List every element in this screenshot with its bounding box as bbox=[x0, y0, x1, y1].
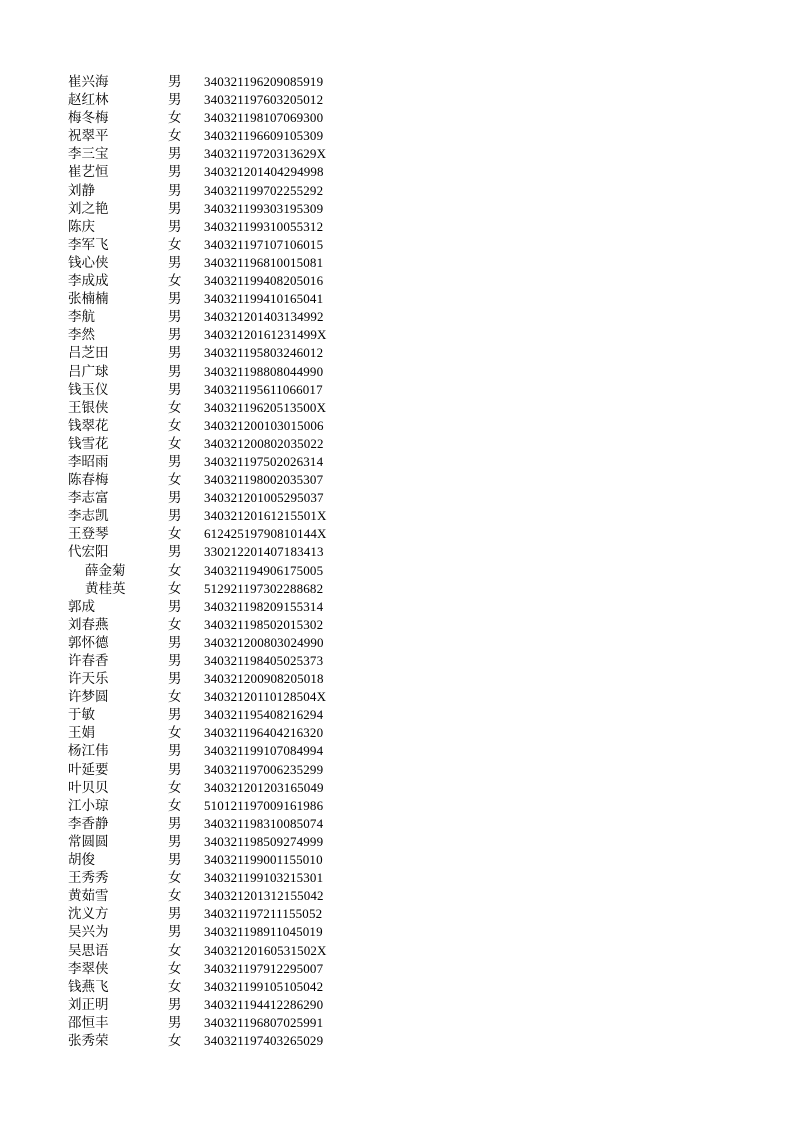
person-sex: 男 bbox=[168, 508, 182, 525]
id-number: 340321197403265029 bbox=[204, 1032, 324, 1048]
table-row bbox=[0, 163, 793, 181]
person-name: 刘正明 bbox=[68, 996, 109, 1013]
table-row bbox=[0, 851, 793, 869]
person-name: 江小琼 bbox=[68, 797, 109, 814]
person-sex: 女 bbox=[168, 128, 182, 145]
person-sex: 男 bbox=[168, 381, 182, 398]
table-row bbox=[0, 200, 793, 218]
table-row bbox=[0, 869, 793, 887]
person-sex: 女 bbox=[168, 942, 182, 959]
table-row bbox=[0, 996, 793, 1014]
person-name: 许春香 bbox=[68, 653, 109, 669]
table-row bbox=[0, 254, 793, 272]
person-name: 李志凯 bbox=[68, 508, 109, 525]
id-number: 340321201203165049 bbox=[204, 779, 324, 795]
person-name: 崔兴海 bbox=[68, 74, 109, 90]
person-name: 许梦圆 bbox=[68, 689, 109, 706]
person-name: 王银侠 bbox=[68, 399, 109, 416]
person-sex: 女 bbox=[168, 888, 182, 905]
person-name: 胡俊 bbox=[68, 852, 95, 869]
table-row bbox=[0, 887, 793, 905]
person-sex: 男 bbox=[168, 327, 182, 344]
person-sex: 男 bbox=[168, 74, 182, 90]
person-sex: 男 bbox=[168, 291, 182, 308]
person-sex: 男 bbox=[168, 671, 182, 688]
id-number: 34032120160531502X bbox=[204, 942, 327, 958]
table-row bbox=[0, 363, 793, 381]
person-name: 王秀秀 bbox=[68, 870, 109, 887]
id-number: 340321201404294998 bbox=[204, 164, 324, 180]
person-sex: 女 bbox=[168, 870, 182, 887]
person-name: 梅冬梅 bbox=[68, 110, 109, 127]
person-sex: 男 bbox=[168, 906, 182, 923]
id-number: 340321200908205018 bbox=[204, 671, 324, 687]
person-sex: 女 bbox=[168, 797, 182, 814]
table-row bbox=[0, 580, 793, 598]
table-row bbox=[0, 779, 793, 797]
table-row bbox=[0, 109, 793, 127]
id-number: 340321199303195309 bbox=[204, 200, 324, 216]
table-row bbox=[0, 706, 793, 724]
table-row bbox=[0, 182, 793, 200]
person-sex: 女 bbox=[168, 236, 182, 253]
id-number: 340321197603205012 bbox=[204, 92, 324, 108]
table-row bbox=[0, 525, 793, 543]
person-name: 常圆圆 bbox=[68, 833, 109, 850]
table-row bbox=[0, 145, 793, 163]
person-sex: 男 bbox=[168, 254, 182, 271]
table-row bbox=[0, 670, 793, 688]
person-name: 许天乐 bbox=[68, 671, 109, 688]
id-number: 34032119720313629X bbox=[204, 146, 327, 162]
person-name: 张秀荣 bbox=[68, 1032, 109, 1049]
table-row bbox=[0, 507, 793, 525]
id-number: 340321201403134992 bbox=[204, 309, 324, 325]
id-number: 340321197912295007 bbox=[204, 960, 324, 976]
person-sex: 男 bbox=[168, 598, 182, 615]
person-sex: 男 bbox=[168, 92, 182, 109]
person-name: 钱雪花 bbox=[68, 435, 109, 452]
person-name: 邵恒丰 bbox=[68, 1014, 109, 1031]
id-number: 340321199105105042 bbox=[204, 978, 324, 994]
person-name: 吴思语 bbox=[68, 942, 109, 959]
table-row bbox=[0, 742, 793, 760]
person-name: 陈庆 bbox=[68, 218, 95, 235]
person-name: 李然 bbox=[68, 327, 95, 344]
person-name: 李志富 bbox=[68, 490, 109, 507]
id-number: 340321194412286290 bbox=[204, 996, 324, 1012]
id-number: 340321197107106015 bbox=[204, 236, 324, 252]
person-sex: 男 bbox=[168, 761, 182, 778]
table-row bbox=[0, 417, 793, 435]
id-number: 340321198808044990 bbox=[204, 363, 324, 379]
id-number: 340321199702255292 bbox=[204, 182, 324, 198]
id-number: 340321200803024990 bbox=[204, 634, 324, 650]
roster-sheet bbox=[0, 73, 793, 1050]
id-number: 340321195611066017 bbox=[204, 381, 323, 397]
person-name: 刘之艳 bbox=[68, 200, 109, 217]
person-sex: 男 bbox=[168, 363, 182, 380]
person-name: 王登琴 bbox=[68, 526, 109, 543]
person-sex: 女 bbox=[168, 562, 182, 579]
person-sex: 女 bbox=[168, 580, 182, 597]
id-number: 340321194906175005 bbox=[204, 562, 324, 578]
id-number: 340321195408216294 bbox=[204, 707, 324, 723]
person-sex: 男 bbox=[168, 164, 182, 181]
id-number: 340321199001155010 bbox=[204, 852, 323, 868]
table-row bbox=[0, 905, 793, 923]
id-number: 34032120161215501X bbox=[204, 508, 327, 524]
table-row bbox=[0, 942, 793, 960]
table-row bbox=[0, 127, 793, 145]
person-sex: 男 bbox=[168, 1014, 182, 1031]
id-number: 340321198405025373 bbox=[204, 653, 324, 668]
id-number: 340321201312155042 bbox=[204, 888, 324, 904]
id-number: 340321197502026314 bbox=[204, 453, 324, 469]
id-number: 340321199310055312 bbox=[204, 218, 324, 234]
id-number: 340321199410165041 bbox=[204, 291, 324, 307]
person-sex: 男 bbox=[168, 453, 182, 470]
person-name: 吕广球 bbox=[68, 363, 109, 380]
person-sex: 女 bbox=[168, 435, 182, 452]
person-name: 代宏阳 bbox=[68, 544, 109, 561]
id-number: 340321199408205016 bbox=[204, 273, 324, 289]
table-row bbox=[0, 960, 793, 978]
table-row bbox=[0, 344, 793, 362]
person-name: 李香静 bbox=[68, 815, 109, 832]
person-sex: 男 bbox=[168, 309, 182, 326]
id-number: 340321196404216320 bbox=[204, 725, 324, 741]
id-number: 510121197009161986 bbox=[204, 797, 324, 813]
id-number: 340321200802035022 bbox=[204, 435, 324, 451]
table-row bbox=[0, 326, 793, 344]
person-name: 赵红林 bbox=[68, 92, 109, 109]
id-number: 340321197006235299 bbox=[204, 761, 324, 777]
table-row bbox=[0, 73, 793, 91]
table-row bbox=[0, 616, 793, 634]
person-name: 杨江伟 bbox=[68, 743, 109, 760]
person-sex: 女 bbox=[168, 1032, 182, 1049]
person-sex: 男 bbox=[168, 345, 182, 362]
person-sex: 男 bbox=[168, 743, 182, 760]
person-name: 陈春梅 bbox=[68, 472, 109, 489]
person-name: 吕芝田 bbox=[68, 345, 109, 362]
table-row bbox=[0, 598, 793, 616]
person-name: 叶延要 bbox=[68, 761, 109, 778]
id-number: 340321198502015302 bbox=[204, 616, 324, 632]
person-sex: 男 bbox=[168, 218, 182, 235]
person-name: 钱玉仪 bbox=[68, 381, 109, 398]
person-name: 黄桂英 bbox=[85, 580, 126, 597]
table-row bbox=[0, 724, 793, 742]
person-sex: 男 bbox=[168, 852, 182, 869]
person-sex: 男 bbox=[168, 815, 182, 832]
person-sex: 男 bbox=[168, 544, 182, 561]
person-name: 李翠侠 bbox=[68, 960, 109, 977]
id-number: 340321198509274999 bbox=[204, 833, 324, 849]
person-sex: 男 bbox=[168, 996, 182, 1013]
table-row bbox=[0, 489, 793, 507]
person-name: 于敏 bbox=[68, 707, 95, 724]
id-number: 61242519790810144X bbox=[204, 526, 327, 542]
person-name: 刘春燕 bbox=[68, 616, 109, 633]
person-sex: 男 bbox=[168, 146, 182, 163]
table-row bbox=[0, 218, 793, 236]
person-sex: 女 bbox=[168, 616, 182, 633]
person-sex: 女 bbox=[168, 689, 182, 706]
person-name: 李三宝 bbox=[68, 146, 109, 163]
table-row bbox=[0, 471, 793, 489]
table-row bbox=[0, 634, 793, 652]
person-sex: 女 bbox=[168, 273, 182, 290]
person-name: 张楠楠 bbox=[68, 291, 109, 308]
person-sex: 女 bbox=[168, 110, 182, 127]
id-number: 340321198107069300 bbox=[204, 110, 324, 126]
person-name: 钱心侠 bbox=[68, 254, 109, 271]
person-name: 李成成 bbox=[68, 273, 109, 290]
id-number: 34032119620513500X bbox=[204, 399, 327, 415]
person-name: 沈义方 bbox=[68, 906, 109, 923]
table-row bbox=[0, 833, 793, 851]
table-row bbox=[0, 797, 793, 815]
person-name: 李航 bbox=[68, 309, 95, 326]
person-sex: 女 bbox=[168, 779, 182, 796]
table-row bbox=[0, 815, 793, 833]
id-number: 340321198209155314 bbox=[204, 598, 324, 614]
person-name: 吴兴为 bbox=[68, 924, 109, 941]
table-row bbox=[0, 562, 793, 580]
person-sex: 男 bbox=[168, 924, 182, 941]
person-name: 崔艺恒 bbox=[68, 164, 109, 181]
person-sex: 女 bbox=[168, 526, 182, 543]
person-name: 郭怀德 bbox=[68, 634, 109, 651]
id-number: 340321195803246012 bbox=[204, 345, 324, 361]
person-sex: 男 bbox=[168, 653, 182, 669]
person-name: 王娟 bbox=[68, 725, 95, 742]
person-sex: 男 bbox=[168, 833, 182, 850]
id-number: 512921197302288682 bbox=[204, 580, 324, 596]
id-number: 340321196209085919 bbox=[204, 74, 324, 89]
table-row bbox=[0, 652, 793, 670]
person-name: 李昭雨 bbox=[68, 453, 109, 470]
person-name: 祝翠平 bbox=[68, 128, 109, 145]
person-sex: 男 bbox=[168, 182, 182, 199]
person-name: 钱燕飞 bbox=[68, 978, 109, 995]
table-row bbox=[0, 308, 793, 326]
table-row bbox=[0, 381, 793, 399]
id-number: 340321198911045019 bbox=[204, 924, 323, 940]
table-row bbox=[0, 688, 793, 706]
id-number: 340321198002035307 bbox=[204, 472, 324, 488]
table-row bbox=[0, 290, 793, 308]
id-number: 340321197211155052 bbox=[204, 906, 323, 922]
person-sex: 男 bbox=[168, 634, 182, 651]
person-sex: 女 bbox=[168, 725, 182, 742]
id-number: 340321199103215301 bbox=[204, 870, 324, 886]
person-sex: 男 bbox=[168, 707, 182, 724]
id-number: 340321199107084994 bbox=[204, 743, 324, 759]
id-number: 34032120110128504X bbox=[204, 689, 327, 705]
table-row bbox=[0, 761, 793, 779]
person-sex: 男 bbox=[168, 200, 182, 217]
id-number: 340321196609105309 bbox=[204, 128, 324, 144]
table-row bbox=[0, 1032, 793, 1050]
person-sex: 女 bbox=[168, 417, 182, 434]
table-row bbox=[0, 272, 793, 290]
person-name: 薛金菊 bbox=[85, 562, 126, 579]
table-row bbox=[0, 453, 793, 471]
person-name: 郭成 bbox=[68, 598, 95, 615]
table-row bbox=[0, 923, 793, 941]
person-sex: 女 bbox=[168, 978, 182, 995]
person-name: 黄茹雪 bbox=[68, 888, 109, 905]
id-number: 330212201407183413 bbox=[204, 544, 324, 560]
id-number: 340321200103015006 bbox=[204, 417, 324, 433]
id-number: 340321196810015081 bbox=[204, 254, 324, 270]
person-name: 叶贝贝 bbox=[68, 779, 109, 796]
id-number: 340321201005295037 bbox=[204, 490, 324, 506]
id-number: 340321198310085074 bbox=[204, 815, 324, 831]
table-row bbox=[0, 1014, 793, 1032]
table-row bbox=[0, 399, 793, 417]
person-sex: 男 bbox=[168, 490, 182, 507]
table-row bbox=[0, 543, 793, 561]
person-name: 刘静 bbox=[68, 182, 95, 199]
person-name: 钱翠花 bbox=[68, 417, 109, 434]
person-sex: 女 bbox=[168, 399, 182, 416]
table-row bbox=[0, 978, 793, 996]
table-row bbox=[0, 236, 793, 254]
table-row bbox=[0, 91, 793, 109]
id-number: 34032120161231499X bbox=[204, 327, 327, 343]
person-sex: 女 bbox=[168, 472, 182, 489]
person-sex: 女 bbox=[168, 960, 182, 977]
id-number: 340321196807025991 bbox=[204, 1014, 324, 1030]
person-name: 李军飞 bbox=[68, 236, 109, 253]
table-row bbox=[0, 435, 793, 453]
